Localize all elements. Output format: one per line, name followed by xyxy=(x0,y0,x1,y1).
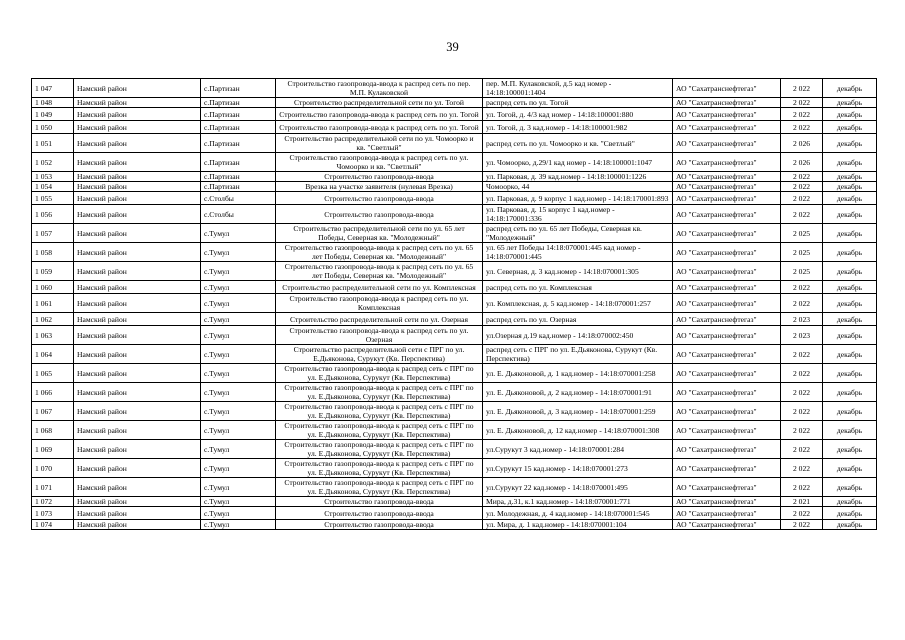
operator-cell: АО "Сахатранснефтегаз" xyxy=(673,182,781,192)
table-row xyxy=(32,294,877,313)
settlement-cell: с.Партизан xyxy=(201,108,276,121)
settlement-cell: с.Тумул xyxy=(201,440,276,459)
operator-cell: АО "Сахатранснефтегаз" xyxy=(673,121,781,134)
table-row xyxy=(32,98,877,108)
district-cell: Намский район xyxy=(74,79,201,98)
year-cell: 2 023 xyxy=(781,326,823,345)
month-cell: декабрь xyxy=(823,402,877,421)
settlement-cell: с.Тумул xyxy=(201,326,276,345)
year-cell: 2 022 xyxy=(781,192,823,205)
table-row xyxy=(32,478,877,497)
operator-cell: АО "Сахатранснефтегаз" xyxy=(673,459,781,478)
settlement-cell: с.Тумул xyxy=(201,281,276,294)
row-number: 1 074 xyxy=(32,520,74,530)
operator-cell: АО "Сахатранснефтегаз" xyxy=(673,134,781,153)
object-cell: Строительство газопровода-ввода к распред сеть по ул. 65 лет Победы, Северная кв. "Молодежный" xyxy=(276,262,483,281)
month-cell: декабрь xyxy=(823,224,877,243)
year-cell: 2 022 xyxy=(781,421,823,440)
settlement-cell: с.Тумул xyxy=(201,402,276,421)
month-cell: декабрь xyxy=(823,459,877,478)
settlement-cell: с.Партизан xyxy=(201,98,276,108)
object-cell: Строительство газопровода-ввода xyxy=(276,497,483,507)
settlement-cell: с.Партизан xyxy=(201,182,276,192)
year-cell: 2 022 xyxy=(781,205,823,224)
month-cell: декабрь xyxy=(823,172,877,182)
table-row xyxy=(32,224,877,243)
district-cell: Намский район xyxy=(74,326,201,345)
row-number: 1 072 xyxy=(32,497,74,507)
row-number: 1 054 xyxy=(32,182,74,192)
table-row xyxy=(32,507,877,520)
table-row xyxy=(32,520,877,530)
year-cell: 2 022 xyxy=(781,345,823,364)
operator-cell: АО "Сахатранснефтегаз" xyxy=(673,364,781,383)
table-row xyxy=(32,205,877,224)
object-cell: Строительство газопровода-ввода xyxy=(276,205,483,224)
month-cell: декабрь xyxy=(823,98,877,108)
object-cell: Строительство газопровода-ввода к распред сеть с ПРГ по ул. Е.Дьяконова, Сурукут (Кв. Перспектива) xyxy=(276,364,483,383)
address-cell: распред сеть с ПРГ по ул. Е.Дьяконова, Сурукут (Кв. Перспектива) xyxy=(483,345,673,364)
table-row xyxy=(32,262,877,281)
operator-cell: АО "Сахатранснефтегаз" xyxy=(673,294,781,313)
object-cell: Строительство распределительной сети по ул. Тогой xyxy=(276,98,483,108)
address-cell: ул. Е. Дьяконовой, д. 2 кад.номер - 14:18:070001:91 xyxy=(483,383,673,402)
month-cell: декабрь xyxy=(823,108,877,121)
object-cell: Строительство газопровода-ввода xyxy=(276,192,483,205)
district-cell: Намский район xyxy=(74,182,201,192)
year-cell: 2 022 xyxy=(781,440,823,459)
year-cell: 2 022 xyxy=(781,172,823,182)
district-cell: Намский район xyxy=(74,98,201,108)
operator-cell: АО "Сахатранснефтегаз" xyxy=(673,421,781,440)
district-cell: Намский район xyxy=(74,172,201,182)
settlement-cell: с.Тумул xyxy=(201,224,276,243)
row-number: 1 058 xyxy=(32,243,74,262)
settlement-cell: с.Тумул xyxy=(201,364,276,383)
month-cell: декабрь xyxy=(823,205,877,224)
year-cell: 2 022 xyxy=(781,459,823,478)
district-cell: Намский район xyxy=(74,421,201,440)
address-cell: ул. 65 лет Победы 14:18:070001:445 кад номер - 14:18:070001:445 xyxy=(483,243,673,262)
address-cell: пер. М.П. Кулаковской, д.5 кад номер - 14:18:100001:1404 xyxy=(483,79,673,98)
district-cell: Намский район xyxy=(74,520,201,530)
row-number: 1 059 xyxy=(32,262,74,281)
object-cell: Строительство распределительной сети с ПРГ по ул. Е.Дьяконова, Сурукут (Кв. Перспектива) xyxy=(276,345,483,364)
address-cell: ул. Тогой, д. 4/3 кад номер - 14:18:100001:880 xyxy=(483,108,673,121)
table-row xyxy=(32,497,877,507)
row-number: 1 065 xyxy=(32,364,74,383)
month-cell: декабрь xyxy=(823,281,877,294)
operator-cell: АО "Сахатранснефтегаз" xyxy=(673,520,781,530)
operator-cell: АО "Сахатранснефтегаз" xyxy=(673,313,781,326)
address-cell: ул. Мира, д. 1 кад.номер - 14:18:070001:104 xyxy=(483,520,673,530)
settlement-cell: с.Партизан xyxy=(201,79,276,98)
district-cell: Намский район xyxy=(74,478,201,497)
year-cell: 2 022 xyxy=(781,79,823,98)
table-row xyxy=(32,440,877,459)
settlement-cell: с.Тумул xyxy=(201,507,276,520)
operator-cell: АО "Сахатранснефтегаз" xyxy=(673,224,781,243)
page-number: 39 xyxy=(446,40,459,54)
object-cell: Строительство распределительной сети по ул. Чомоорко и кв. "Светлый" xyxy=(276,134,483,153)
address-cell: Мира, д.31, к.1 кад.номер - 14:18:070001:771 xyxy=(483,497,673,507)
address-cell: ул. Парковая, д. 9 корпус 1 кад.номер - 14:18:170001:893 xyxy=(483,192,673,205)
month-cell: декабрь xyxy=(823,121,877,134)
object-cell: Строительство газопровода-ввода к распред сеть с ПРГ по ул. Е.Дьяконова, Сурукут (Кв. Перспектива) xyxy=(276,421,483,440)
table-row xyxy=(32,172,877,182)
address-cell: ул. Тогой, д. 3 кад.номер - 14:18:100001:982 xyxy=(483,121,673,134)
district-cell: Намский район xyxy=(74,383,201,402)
operator-cell: АО "Сахатранснефтегаз" xyxy=(673,507,781,520)
district-cell: Намский район xyxy=(74,224,201,243)
object-cell: Строительство газопровода-ввода к распред сеть с ПРГ по ул. Е.Дьяконова, Сурукут (Кв. Перспектива) xyxy=(276,478,483,497)
operator-cell: АО "Сахатранснефтегаз" xyxy=(673,281,781,294)
year-cell: 2 025 xyxy=(781,224,823,243)
object-cell: Строительство газопровода-ввода к распред сеть по пер. М.П. Кулаковской xyxy=(276,79,483,98)
table-row xyxy=(32,421,877,440)
year-cell: 2 025 xyxy=(781,243,823,262)
address-cell: распред сеть по ул. Комплексная xyxy=(483,281,673,294)
row-number: 1 070 xyxy=(32,459,74,478)
district-cell: Намский район xyxy=(74,364,201,383)
table-row xyxy=(32,79,877,98)
district-cell: Намский район xyxy=(74,440,201,459)
operator-cell: АО "Сахатранснефтегаз" xyxy=(673,192,781,205)
year-cell: 2 022 xyxy=(781,507,823,520)
year-cell: 2 023 xyxy=(781,313,823,326)
month-cell: декабрь xyxy=(823,294,877,313)
settlement-cell: с.Тумул xyxy=(201,262,276,281)
object-cell: Строительство распределительной сети по ул. 65 лет Победы, Северная кв. "Молодежный" xyxy=(276,224,483,243)
settlement-cell: с.Тумул xyxy=(201,243,276,262)
address-cell: распред сеть по ул. Тогой xyxy=(483,98,673,108)
operator-cell: АО "Сахатранснефтегаз" xyxy=(673,402,781,421)
row-number: 1 048 xyxy=(32,98,74,108)
object-cell: Строительство газопровода-ввода xyxy=(276,507,483,520)
object-cell: Строительство газопровода-ввода к распред сеть по ул. Комплексная xyxy=(276,294,483,313)
district-cell: Намский район xyxy=(74,262,201,281)
year-cell: 2 022 xyxy=(781,108,823,121)
row-number: 1 073 xyxy=(32,507,74,520)
table-row xyxy=(32,345,877,364)
year-cell: 2 026 xyxy=(781,134,823,153)
table-row xyxy=(32,121,877,134)
address-cell: ул. Е. Дьяконовой, д. 3 кад.номер - 14:18:070001:259 xyxy=(483,402,673,421)
row-number: 1 071 xyxy=(32,478,74,497)
settlement-cell: с.Партизан xyxy=(201,172,276,182)
month-cell: декабрь xyxy=(823,421,877,440)
operator-cell: АО "Сахатранснефтегаз" xyxy=(673,478,781,497)
object-cell: Строительство газопровода-ввода к распред сеть с ПРГ по ул. Е.Дьяконова, Сурукут (Кв. Перспектива) xyxy=(276,402,483,421)
address-cell: ул. Молодежная, д. 4 кад.номер - 14:18:070001:545 xyxy=(483,507,673,520)
table-row xyxy=(32,182,877,192)
address-cell: ул. Парковая, д. 15 корпус 1 кад.номер - 14:18:170001:336 xyxy=(483,205,673,224)
settlement-cell: с.Тумул xyxy=(201,383,276,402)
object-cell: Строительство газопровода-ввода xyxy=(276,520,483,530)
address-cell: распред сеть по ул. Чомоорко и кв. "Светлый" xyxy=(483,134,673,153)
table-row xyxy=(32,326,877,345)
row-number: 1 066 xyxy=(32,383,74,402)
month-cell: декабрь xyxy=(823,79,877,98)
month-cell: декабрь xyxy=(823,383,877,402)
settlement-cell: с.Партизан xyxy=(201,134,276,153)
month-cell: декабрь xyxy=(823,507,877,520)
address-cell: распред сеть по ул. Озерная xyxy=(483,313,673,326)
year-cell: 2 022 xyxy=(781,478,823,497)
operator-cell: АО "Сахатранснефтегаз" xyxy=(673,497,781,507)
object-cell: Строительство газопровода-ввода xyxy=(276,172,483,182)
month-cell: декабрь xyxy=(823,520,877,530)
year-cell: 2 021 xyxy=(781,497,823,507)
row-number: 1 052 xyxy=(32,153,74,172)
object-cell: Врезка на участке заявителя (нулевая Врезка) xyxy=(276,182,483,192)
address-cell: Чомоорко, 44 xyxy=(483,182,673,192)
table-row xyxy=(32,192,877,205)
table-row xyxy=(32,402,877,421)
operator-cell: АО "Сахатранснефтегаз" xyxy=(673,98,781,108)
row-number: 1 047 xyxy=(32,79,74,98)
object-cell: Строительство газопровода-ввода к распред сеть с ПРГ по ул. Е.Дьяконова, Сурукут (Кв. Перспектива) xyxy=(276,383,483,402)
address-cell: ул. Чомоорко, д.29/1 кад номер - 14:18:100001:1047 xyxy=(483,153,673,172)
year-cell: 2 022 xyxy=(781,402,823,421)
district-cell: Намский район xyxy=(74,402,201,421)
settlement-cell: с.Партизан xyxy=(201,153,276,172)
operator-cell: АО "Сахатранснефтегаз" xyxy=(673,243,781,262)
address-cell: ул. Е. Дьяконовой, д. 12 кад.номер - 14:18:070001:308 xyxy=(483,421,673,440)
row-number: 1 067 xyxy=(32,402,74,421)
district-cell: Намский район xyxy=(74,459,201,478)
address-cell: ул. Комплексная, д. 5 кад.номер - 14:18:070001:257 xyxy=(483,294,673,313)
row-number: 1 064 xyxy=(32,345,74,364)
settlement-cell: с.Тумул xyxy=(201,520,276,530)
month-cell: декабрь xyxy=(823,313,877,326)
district-cell: Намский район xyxy=(74,108,201,121)
row-number: 1 056 xyxy=(32,205,74,224)
address-cell: ул. Е. Дьяконовой, д. 1 кад.номер - 14:18:070001:258 xyxy=(483,364,673,383)
settlement-cell: с.Тумул xyxy=(201,459,276,478)
object-cell: Строительство газопровода-ввода к распред сеть по ул. Чомоорко и кв. "Светлый" xyxy=(276,153,483,172)
year-cell: 2 025 xyxy=(781,262,823,281)
operator-cell: АО "Сахатранснефтегаз" xyxy=(673,383,781,402)
row-number: 1 069 xyxy=(32,440,74,459)
data-table xyxy=(31,78,877,530)
table-row xyxy=(32,459,877,478)
year-cell: 2 022 xyxy=(781,281,823,294)
operator-cell: АО "Сахатранснефтегаз" xyxy=(673,440,781,459)
settlement-cell: с.Столбы xyxy=(201,192,276,205)
table-row xyxy=(32,243,877,262)
district-cell: Намский район xyxy=(74,243,201,262)
settlement-cell: с.Тумул xyxy=(201,497,276,507)
row-number: 1 062 xyxy=(32,313,74,326)
operator-cell: АО "Сахатранснефтегаз" xyxy=(673,262,781,281)
table-row xyxy=(32,108,877,121)
month-cell: декабрь xyxy=(823,497,877,507)
year-cell: 2 022 xyxy=(781,182,823,192)
operator-cell: АО "Сахатранснефтегаз" xyxy=(673,205,781,224)
district-cell: Намский район xyxy=(74,205,201,224)
table-body xyxy=(32,79,877,530)
month-cell: декабрь xyxy=(823,153,877,172)
row-number: 1 055 xyxy=(32,192,74,205)
row-number: 1 063 xyxy=(32,326,74,345)
table-row xyxy=(32,281,877,294)
month-cell: декабрь xyxy=(823,192,877,205)
object-cell: Строительство газопровода-ввода к распред сеть с ПРГ по ул. Е.Дьяконова, Сурукут (Кв. Перспектива) xyxy=(276,440,483,459)
settlement-cell: с.Тумул xyxy=(201,313,276,326)
address-cell: ул.Озерная д.19 кад.номер - 14:18:070002:450 xyxy=(483,326,673,345)
operator-cell: АО "Сахатранснефтегаз" xyxy=(673,345,781,364)
district-cell: Намский район xyxy=(74,281,201,294)
row-number: 1 051 xyxy=(32,134,74,153)
address-cell: ул. Парковая, д. 39 кад.номер - 14:18:100001:1226 xyxy=(483,172,673,182)
address-cell: ул.Сурукут 22 кад.номер - 14:18:070001:495 xyxy=(483,478,673,497)
row-number: 1 061 xyxy=(32,294,74,313)
row-number: 1 050 xyxy=(32,121,74,134)
settlement-cell: с.Тумул xyxy=(201,421,276,440)
address-cell: ул. Северная, д. 3 кад.номер - 14:18:070001:305 xyxy=(483,262,673,281)
month-cell: декабрь xyxy=(823,364,877,383)
row-number: 1 068 xyxy=(32,421,74,440)
table-row xyxy=(32,134,877,153)
settlement-cell: с.Тумул xyxy=(201,294,276,313)
table-row xyxy=(32,383,877,402)
district-cell: Намский район xyxy=(74,313,201,326)
table-row xyxy=(32,153,877,172)
year-cell: 2 022 xyxy=(781,98,823,108)
operator-cell: АО "Сахатранснефтегаз" xyxy=(673,108,781,121)
object-cell: Строительство газопровода-ввода к распред сеть по ул. 65 лет Победы, Северная кв. "Молодежный" xyxy=(276,243,483,262)
month-cell: декабрь xyxy=(823,182,877,192)
row-number: 1 057 xyxy=(32,224,74,243)
year-cell: 2 022 xyxy=(781,364,823,383)
month-cell: декабрь xyxy=(823,134,877,153)
table-row xyxy=(32,313,877,326)
district-cell: Намский район xyxy=(74,497,201,507)
address-cell: ул.Сурукут 15 кад.номер - 14:18:070001:273 xyxy=(483,459,673,478)
address-cell: распред сеть по ул. 65 лет Победы, Северная кв. "Молодежный" xyxy=(483,224,673,243)
operator-cell: АО "Сахатранснефтегаз" xyxy=(673,79,781,98)
district-cell: Намский район xyxy=(74,192,201,205)
settlement-cell: с.Партизан xyxy=(201,121,276,134)
year-cell: 2 022 xyxy=(781,294,823,313)
year-cell: 2 026 xyxy=(781,153,823,172)
district-cell: Намский район xyxy=(74,153,201,172)
settlement-cell: с.Столбы xyxy=(201,205,276,224)
table-row xyxy=(32,364,877,383)
district-cell: Намский район xyxy=(74,294,201,313)
year-cell: 2 022 xyxy=(781,383,823,402)
month-cell: декабрь xyxy=(823,326,877,345)
object-cell: Строительство распределительной сети по ул. Комплексная xyxy=(276,281,483,294)
month-cell: декабрь xyxy=(823,262,877,281)
month-cell: декабрь xyxy=(823,478,877,497)
row-number: 1 060 xyxy=(32,281,74,294)
month-cell: декабрь xyxy=(823,243,877,262)
district-cell: Намский район xyxy=(74,134,201,153)
district-cell: Намский район xyxy=(74,121,201,134)
operator-cell: АО "Сахатранснефтегаз" xyxy=(673,172,781,182)
district-cell: Намский район xyxy=(74,345,201,364)
operator-cell: АО "Сахатранснефтегаз" xyxy=(673,153,781,172)
address-cell: ул.Сурукут 3 кад.номер - 14:18:070001:284 xyxy=(483,440,673,459)
month-cell: декабрь xyxy=(823,345,877,364)
operator-cell: АО "Сахатранснефтегаз" xyxy=(673,326,781,345)
settlement-cell: с.Тумул xyxy=(201,345,276,364)
object-cell: Строительство газопровода-ввода к распред сеть с ПРГ по ул. Е.Дьяконова, Сурукут (Кв. Перспектива) xyxy=(276,459,483,478)
object-cell: Строительство газопровода-ввода к распред сеть по ул. Тогой xyxy=(276,121,483,134)
year-cell: 2 022 xyxy=(781,520,823,530)
month-cell: декабрь xyxy=(823,440,877,459)
district-cell: Намский район xyxy=(74,507,201,520)
row-number: 1 053 xyxy=(32,172,74,182)
object-cell: Строительство газопровода-ввода к распред сеть по ул. Озерная xyxy=(276,326,483,345)
row-number: 1 049 xyxy=(32,108,74,121)
year-cell: 2 022 xyxy=(781,121,823,134)
object-cell: Строительство распределительной сети по ул. Озерная xyxy=(276,313,483,326)
object-cell: Строительство газопровода-ввода к распред сеть по ул. Тогой xyxy=(276,108,483,121)
settlement-cell: с.Тумул xyxy=(201,478,276,497)
